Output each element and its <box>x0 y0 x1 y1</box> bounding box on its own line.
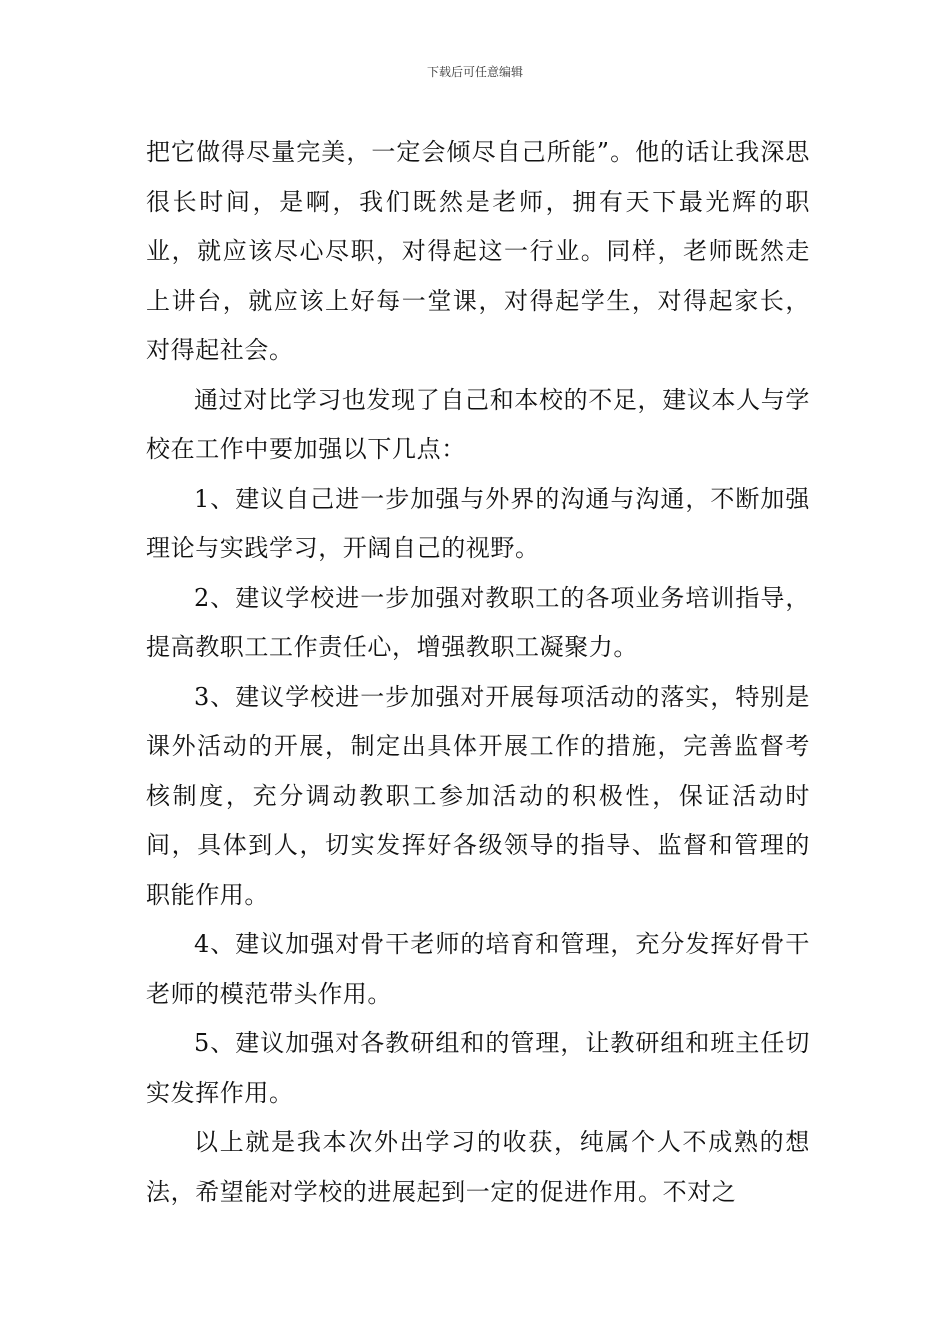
paragraph-2: 通过对比学习也发现了自己和本校的不足，建议本人与学校在工作中要加强以下几点： <box>146 385 810 463</box>
paragraph-7: 5、建议加强对各教研组和的管理，让教研组和班主任切实发挥作用。 <box>146 1029 810 1107</box>
paragraph-3: 1、建议自己进一步加强与外界的沟通与沟通，不断加强理论与实践学习，开阔自己的视野。 <box>146 484 810 562</box>
page-header-note: 下载后可任意编辑 <box>426 65 523 79</box>
document-body <box>146 128 810 1217</box>
paragraph-5: 3、建议学校进一步加强对开展每项活动的落实，特别是课外活动的开展，制定出具体开展工作的措施，完善监督考核制度，充分调动教职工参加活动的积极性，保证活动时间，具体到人，切实发挥好各级领导的指导、监督和管理的职能作用。 <box>146 682 810 909</box>
paragraph-4: 2、建议学校进一步加强对教职工的各项业务培训指导，提高教职工工作责任心，增强教职工凝聚力。 <box>146 583 810 661</box>
paragraph-8: 以上就是我本次外出学习的收获，纯属个人不成熟的想法，希望能对学校的进展起到一定的促进作用。不对之 <box>146 1128 810 1206</box>
paragraph-1: 把它做得尽量完美，一定会倾尽自己所能”。他的话让我深思很长时间，是啊，我们既然是老师，拥有天下最光辉的职业，就应该尽心尽职，对得起这一行业。同样，老师既然走上讲台，就应该上好每一堂课，对得起学生，对得起家长，对得起社会。 <box>146 138 810 364</box>
paragraph-6: 4、建议加强对骨干老师的培育和管理，充分发挥好骨干老师的模范带头作用。 <box>146 930 810 1008</box>
